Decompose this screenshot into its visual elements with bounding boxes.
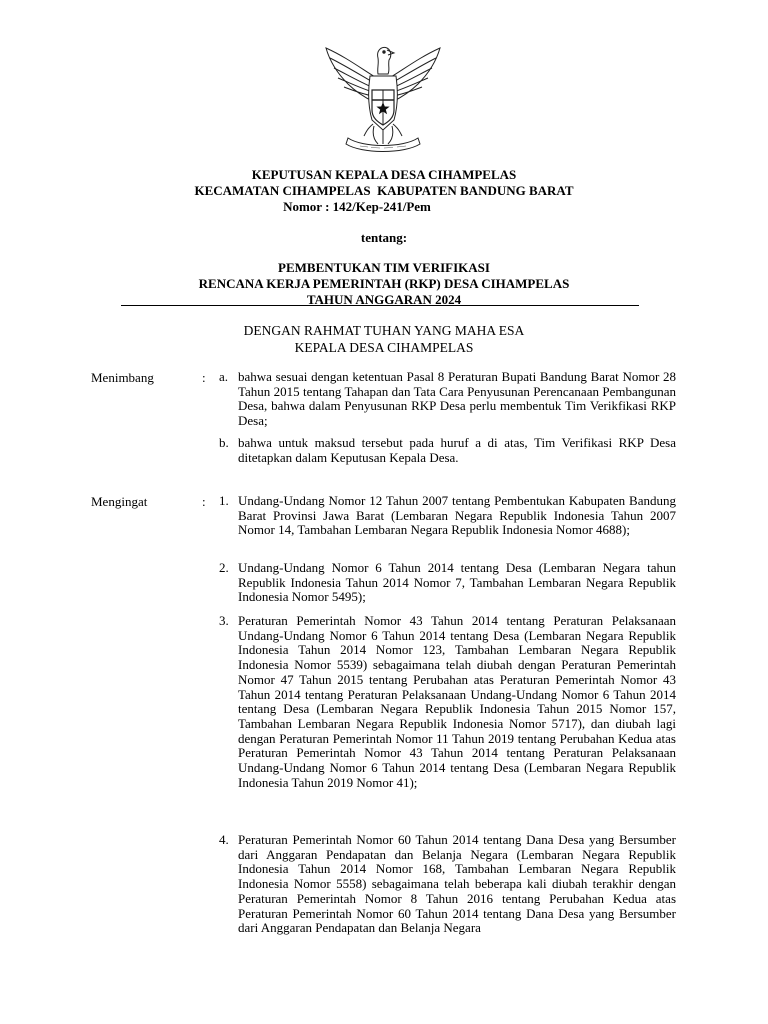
preamble-line-2: KEPALA DESA CIHAMPELAS (294, 340, 474, 355)
subject-line-1: PEMBENTUKAN TIM VERIFIKASI (278, 260, 490, 275)
item-text: bahwa sesuai dengan ketentuan Pasal 8 Peraturan Bupati Bandung Barat Nomor 28 Tahun 2015 tentang Tahapan dan Tata Cara Penyusunan Perencanaan Pembangunan Desa, bahwa dalam Penyusunan RKP Desa perlu membentuk Tim Verikfikasi RKP Desa; (238, 369, 676, 429)
decree-title-line-2: KECAMATAN CIHAMPELAS KABUPATEN BANDUNG BARAT (194, 183, 574, 198)
item-text: bahwa untuk maksud tersebut pada huruf a di atas, Tim Verifikasi RKP Desa ditetapkan dalam Keputusan Kepala Desa. (238, 435, 676, 465)
mengingat-item-4 (219, 833, 676, 936)
item-marker: 1. (219, 493, 229, 508)
decree-number: Nomor : 142/Kep-241/Pem (283, 199, 431, 214)
item-marker: 3. (219, 613, 229, 628)
menimbang-colon: : (202, 370, 206, 385)
preamble (0, 322, 768, 356)
subject-block (0, 260, 768, 308)
item-marker: 2. (219, 560, 229, 575)
menimbang-item-a (219, 370, 676, 429)
item-text: Undang-Undang Nomor 12 Tahun 2007 tentang Pembentukan Kabupaten Bandung Barat Provinsi Jawa Barat (Lembaran Negara Republik Indonesia Tahun 2007 Nomor 14, Tambahan Lembaran Negara Republik Indonesia Nomor 4688); (238, 493, 676, 538)
item-text: Undang-Undang Nomor 6 Tahun 2014 tentang Desa (Lembaran Negara tahun Republik Indonesia Tahun 2014 Nomor 7, Tambahan Lembaran Negara Republik Indonesia Nomor 5495); (238, 560, 676, 605)
item-marker: a. (219, 369, 229, 384)
item-text: Peraturan Pemerintah Nomor 60 Tahun 2014 tentang Dana Desa yang Bersumber dari Anggaran Pendapatan dan Belanja Negara (Lembaran Negara Republik Indonesia Tahun 2014 Nomor 168, Tambahan Lembaran Negara Republik Indonesia Nomor 5558) sebagaimana telah beberapa kali diubah terakhir dengan Peraturan Pemerintah Nomor 8 Tahun 2016 tentang Perubahan Kedua atas Peraturan Pemerintah Nomor 60 Tahun 2014 tentang Dana Desa yang Bersumber dari Anggaran Pendapatan dan Belanja Negara (238, 832, 676, 936)
decree-title-block (0, 167, 768, 215)
mengingat-colon: : (202, 494, 206, 509)
menimbang-label: Menimbang (91, 370, 154, 385)
menimbang-item-b (219, 436, 676, 465)
item-text: Peraturan Pemerintah Nomor 43 Tahun 2014 tentang Peraturan Pelaksanaan Undang-Undang Nomor 6 Tahun 2014 tentang Desa (Lembaran Negara Republik Indonesia Tahun 2014 Nomor 123, Tambahan Lembaran Negara Republik Indonesia Nomor 5539) sebagaimana telah diubah dengan Peraturan Pemerintah Nomor 47 Tahun 2015 tentang Perubahan atas Peraturan Pemerintah Nomor 43 Tahun 2014 tentang Peraturan Pelaksanaan Undang-Undang Nomor 6 Tahun 2014 tentang Desa (Lembaran Negara Republik Indonesia Tahun 2015 Nomor 157, Tambahan Lembaran Negara Republik Indonesia Nomor 5717), dan diubah lagi dengan Peraturan Pemerintah Nomor 11 Tahun 2019 tentang Perubahan Kedua atas Peraturan Pemerintah Nomor 43 Tahun 2014 tentang Peraturan Pelaksanaan Undang-Undang Nomor 6 Tahun 2014 tentang Desa (Lembaran Negara Republik Indonesia Tahun 2019 Nomor 41); (238, 613, 676, 790)
about-label: tentang: (360, 230, 408, 245)
title-divider (121, 305, 639, 306)
item-marker: b. (219, 435, 229, 450)
subject-line-2: RENCANA KERJA PEMERINTAH (RKP) DESA CIHAMPELAS (198, 276, 570, 291)
mengingat-item-3 (219, 614, 676, 790)
mengingat-item-1 (219, 494, 676, 538)
preamble-line-1: DENGAN RAHMAT TUHAN YANG MAHA ESA (243, 323, 525, 338)
garuda-emblem-icon (318, 40, 448, 158)
mengingat-item-2 (219, 561, 676, 605)
item-marker: 4. (219, 832, 229, 847)
mengingat-label: Mengingat (91, 494, 148, 509)
decree-title-line-1: KEPUTUSAN KEPALA DESA CIHAMPELAS (251, 167, 517, 182)
subject-line-3: TAHUN ANGGARAN 2024 (306, 292, 462, 307)
